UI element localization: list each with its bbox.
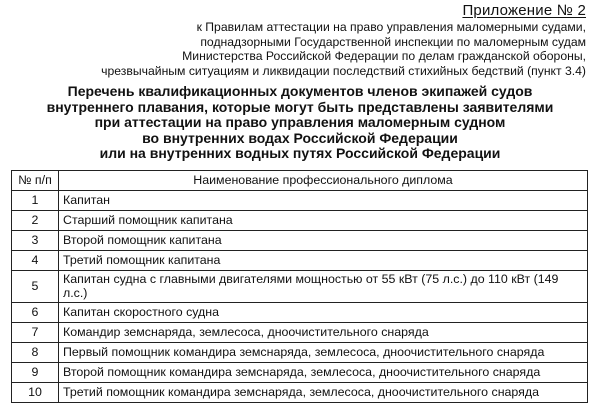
table-row xyxy=(12,251,588,271)
rules-reference xyxy=(6,20,586,78)
diploma-name: Капитан xyxy=(59,191,588,211)
row-number: 10 xyxy=(12,383,59,403)
diploma-name: Первый помощник командира земснаряда, землесоса, дноочистительного снаряда xyxy=(59,343,588,363)
table-row xyxy=(12,363,588,383)
document-title-line: Перечень квалификационных документов членов экипажей судов xyxy=(67,83,533,99)
row-number: 4 xyxy=(12,251,59,271)
table-row xyxy=(12,303,588,323)
document-title xyxy=(0,84,600,162)
table-row xyxy=(12,323,588,343)
table-row xyxy=(12,211,588,231)
table-row xyxy=(12,343,588,363)
rules-reference-line: к Правилам аттестации на право управления маломерными судами, xyxy=(196,20,586,34)
column-header-diploma-name: Наименование профессионального диплома xyxy=(59,171,588,191)
rules-reference-line: поднадзорными Государственной инспекции по маломерным судам xyxy=(200,34,586,49)
diploma-name: Командир земснаряда, землесоса, дноочистительного снаряда xyxy=(59,323,588,343)
column-header-number: № п/п xyxy=(12,171,59,191)
diploma-name: Капитан судна с главными двигателями мощностью от 55 кВт (75 л.с.) до 110 кВт (149 л.с.) xyxy=(59,271,588,303)
table-row xyxy=(12,231,588,251)
table-row xyxy=(12,383,588,403)
diploma-table xyxy=(11,170,588,403)
table-header-row xyxy=(12,171,588,191)
diploma-name: Старший помощник капитана xyxy=(59,211,588,231)
row-number: 6 xyxy=(12,303,59,323)
diploma-name: Второй помощник капитана xyxy=(59,231,588,251)
diploma-name: Третий помощник командира земснаряда, землесоса, дноочистительного снаряда xyxy=(59,383,588,403)
row-number: 7 xyxy=(12,323,59,343)
row-number: 2 xyxy=(12,211,59,231)
document-title-line: или на внутренних водных путях Российской Федерации xyxy=(99,145,501,162)
appendix-title: Приложение № 2 xyxy=(462,2,586,19)
row-number: 5 xyxy=(12,271,59,303)
table-row xyxy=(12,191,588,211)
row-number: 3 xyxy=(12,231,59,251)
table-row xyxy=(12,271,588,303)
diploma-name: Второй помощник командира земснаряда, землесоса, дноочистительного снаряда xyxy=(59,363,588,383)
row-number: 1 xyxy=(12,191,59,211)
document-title-line: внутреннего плавания, которые могут быть представлены заявителями xyxy=(46,98,554,115)
rules-reference-line: Министерства Российской Федерации по делам гражданской обороны, xyxy=(182,49,586,64)
row-number: 8 xyxy=(12,343,59,363)
document-title-line: во внутренних водах Российской Федерации xyxy=(142,129,458,146)
diploma-name: Капитан скоростного судна xyxy=(59,303,588,323)
rules-reference-line: чрезвычайным ситуациям и ликвидации последствий стихийных бедствий (пункт 3.4) xyxy=(101,63,586,78)
document-title-line: при аттестации на право управления маломерным судном xyxy=(94,114,506,131)
diploma-name: Третий помощник капитана xyxy=(59,251,588,271)
row-number: 9 xyxy=(12,363,59,383)
